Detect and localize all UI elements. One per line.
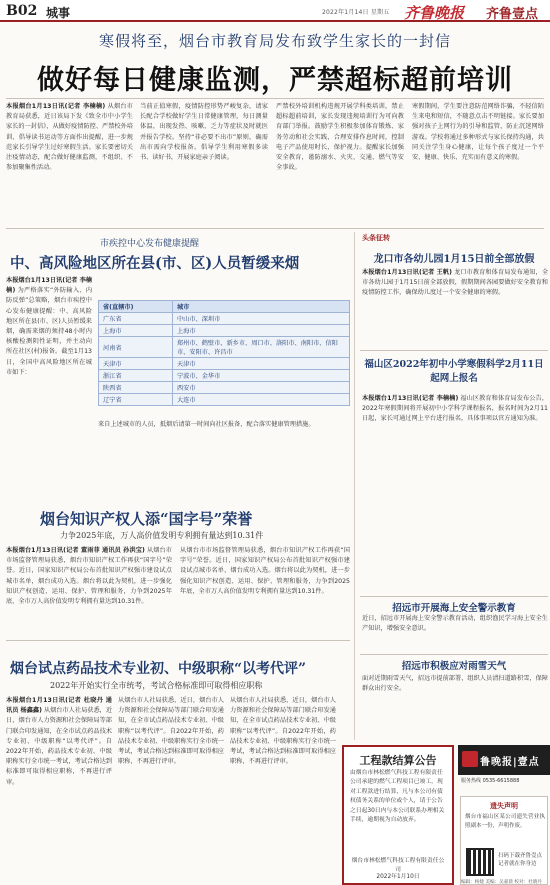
patent-text-2: 从烟台市市场监督管理局获悉，烟台市知识产权工作再获“国字号”荣誉。近日，国家知识产权局公布首批知识产权强市建设试点城市名单，烟台成功入选。烟台将以此为契机，进一步强化知识产权创造、运用、保护、管理和服务，力争到2025年底，全市万人高价值发明专利拥有量达到10.31件。 bbox=[180, 547, 350, 595]
pharma-headline: 烟台试点药品技术专业初、中级职称“以考代评” bbox=[10, 661, 307, 677]
table-row bbox=[99, 370, 350, 382]
risk-after-text: 来自上述城市的人员，抵烟后请第一时间向社区报备，配合落实健康管理措施。 bbox=[98, 421, 315, 428]
divider bbox=[6, 228, 544, 229]
side2-headline: 福山区2022年初中小学寒假科学2月11日起网上报名 bbox=[364, 359, 544, 384]
brand-banner-title: 鲁晚报|壹点 bbox=[480, 757, 540, 768]
table-cell: 西安市 bbox=[173, 382, 350, 394]
issue-date: 2022年1月14日 星期五 bbox=[322, 9, 390, 16]
divider bbox=[6, 98, 544, 99]
lead-byline: 本报烟台1月13日讯(记者 李楠楠) bbox=[6, 103, 106, 110]
patent-subheadline: 力争2025年底，万人高价值发明专利拥有量达到10.31件 bbox=[60, 531, 264, 540]
table-row bbox=[99, 382, 350, 394]
side1-byline: 本报烟台1月13日讯(记者 王帆) bbox=[362, 269, 452, 276]
risk-headline: 中、高风险地区所在县(市、区)人员暂缓来烟 bbox=[10, 255, 300, 272]
patent-byline: 本报烟台1月13日讯(记者 董雨菲 通讯员 孙洪宝) bbox=[6, 547, 145, 554]
table-row bbox=[99, 313, 350, 325]
app-logo: 齐鲁壹点 bbox=[486, 7, 539, 22]
pharma-column-3 bbox=[230, 696, 336, 876]
risk-column-1 bbox=[6, 276, 92, 438]
patent-text: 从烟台市市场监督管理局获悉，烟台市知识产权工作再获“国字号”荣誉。近日，国家知识产权局公布首批知识产权强市建设试点城市名单，烟台成功入选。烟台将以此为契机，进一步强化知识产权创造、运用、保护、管理和服务，力争到2025年底，全市万人高价值发明专利拥有量达到10.31件。 bbox=[6, 547, 172, 606]
table-row bbox=[99, 337, 350, 358]
ad-body: 由烟台市林松燃气科技工程有限责任公司承建的燃气工程项目已竣工，现对工程款进行结算，凡与本公司有债权债务关系的单位或个人，请于公告之日起30日内与本公司联系办理相关手续，逾期视为自动放弃。 bbox=[350, 770, 445, 824]
column-separator bbox=[354, 232, 355, 740]
lead-column-2 bbox=[140, 102, 268, 224]
divider bbox=[6, 640, 350, 641]
lead-column-3 bbox=[276, 102, 404, 224]
newspaper-logo: 齐鲁晚报 bbox=[404, 4, 465, 22]
table-cell: 浙江省 bbox=[99, 370, 173, 382]
side1-text: 龙口市教育和体育局发布通知，全市各幼儿园于1月15日前全部放假，假期期间各园要做好安全教育和疫情防控工作，确保幼儿度过一个安全健康的寒假。 bbox=[362, 269, 548, 297]
pharma-subheadline: 2022年开始实行全市统考，考试合格标准即可取得相应职称 bbox=[50, 681, 263, 690]
table-cell: 上海市 bbox=[173, 325, 350, 337]
ad-signature: 烟台市林松燃气科技工程有限责任公司 bbox=[351, 858, 445, 873]
section-name: 城事 bbox=[46, 6, 71, 20]
side4-text: 面对近期雨雪天气，招远市提前部署，组织人员清扫道路积雪，保障群众出行安全。 bbox=[362, 675, 548, 693]
divider bbox=[360, 654, 548, 655]
lead-column-1 bbox=[6, 102, 133, 224]
side2-body bbox=[362, 394, 548, 486]
notice-title: 遗失声明 bbox=[490, 802, 518, 810]
pharma-byline: 本报烟台1月13日讯(记者 杜晓丹 通讯员 杨鑫鑫) bbox=[6, 697, 112, 715]
table-cell: 上海市 bbox=[99, 325, 173, 337]
table-cell: 大连市 bbox=[173, 394, 350, 406]
section-tag: 头条征转 bbox=[362, 234, 390, 242]
settlement-notice-ad bbox=[342, 745, 454, 885]
brand-logo-icon bbox=[462, 751, 478, 767]
lead-text-2: 当前正值寒假，疫情防控形势严峻复杂，请家长配合学校做好学生日常健康管理，每日测量体温，出现发热、咳嗽、乏力等症状及时就医并报告学校。坚持“非必要不出市”原则，确需出市需向学校报备。倡导学生利用寒假多读书、读好书，开展家庭亲子阅读。 bbox=[140, 103, 268, 162]
table-cell: 河南省 bbox=[99, 337, 173, 358]
patent-headline: 烟台知识产权人添“国字号”荣誉 bbox=[40, 510, 253, 528]
page-footer: 编辑：杨婕 美编：吴嘉晨 校对：杜晓丹 bbox=[460, 880, 542, 885]
table-cell: 陕西省 bbox=[99, 382, 173, 394]
side1-body bbox=[362, 268, 548, 324]
divider bbox=[360, 596, 548, 597]
side3-body bbox=[362, 614, 548, 648]
table-cell: 郑州市、鹤壁市、新乡市、周口市、洛阳市、南阳市、信阳市、安阳市、许昌市 bbox=[173, 337, 350, 358]
lead-column-4 bbox=[412, 102, 544, 224]
divider bbox=[360, 350, 548, 351]
patent-column-1 bbox=[6, 546, 172, 634]
risk-subheadline: 市疾控中心发布健康提醒 bbox=[100, 239, 200, 249]
table-cell: 天津市 bbox=[173, 358, 350, 370]
table-row bbox=[99, 394, 350, 406]
brand-banner bbox=[458, 745, 550, 775]
lead-text-1: 从烟台市教育局获悉，近日该局下发《致全市中小学生家长的一封信》，从做好疫情防控、严禁校外培训、倡导读书运动等方面作出提醒，进一步规范家长引导学生过好寒假生活。家长要密切关注疫情动态，配合做好健康监测，不组织、不参加聚集性活动。 bbox=[6, 103, 133, 172]
pharma-column-2 bbox=[118, 696, 224, 876]
pharma-text: 从烟台市人社局获悉，近日，烟台市人力资源和社会保障局等部门联合印发通知，在全市试点药品技术专业初、中级职称“以考代评”。自2022年开始，药品技术专业初、中级职称实行全市统一考试，考试合格达到标准即可取得相应职称，不再进行评审。 bbox=[6, 707, 112, 786]
side2-byline: 本报烟台1月13日讯(记者 李楠楠) bbox=[362, 395, 459, 402]
risk-area-table bbox=[98, 300, 350, 406]
side2-text: 福山区教育和体育局发布公告，2022年寒假期间将开展初中小学科学课程报名，报名时间为2月11日起，家长可通过网上平台进行报名，具体事项以官方通知为准。 bbox=[362, 395, 548, 423]
risk-text: 为严格落实“外防输入、内防反弹”总策略，烟台市疾控中心发布健康提醒：中、高风险地区所在县(市、区)人员暂缓来烟，确需来烟的须持48小时内核酸检测阴性证明，并主动向所在社区(村)报备。截至1月13日，全国中高风险地区所在城市如下： bbox=[6, 287, 92, 376]
table-cell: 天津市 bbox=[99, 358, 173, 370]
table-row bbox=[99, 358, 350, 370]
masthead bbox=[0, 0, 550, 22]
ad-title: 工程款结算公告 bbox=[359, 754, 437, 767]
side1-headline: 龙口市各幼儿园1月15日前全部放假 bbox=[373, 254, 535, 265]
table-cell: 辽宁省 bbox=[99, 394, 173, 406]
risk-after-table bbox=[98, 420, 350, 442]
lead-text-4: 寒假期间，学生要注意防范网络诈骗，不轻信陌生来电和短信，不随意点击不明链接。家长要加强对孩子上网行为的引导和监管，防止沉迷网络游戏。学校将通过多种形式与家长保持沟通，共同关注学生身心健康，让每个孩子度过一个平安、健康、快乐、充实而有意义的寒假。 bbox=[412, 103, 544, 162]
pharma-column-1 bbox=[6, 696, 112, 876]
lead-subheadline: 寒假将至，烟台市教育局发布致学生家长的一封信 bbox=[98, 32, 451, 50]
table-cell: 广东省 bbox=[99, 313, 173, 325]
lead-text-3: 严禁校外培训机构违规开展学科类培训，禁止超标超前培训，家长发现违规培训行为可向教育部门举报。鼓励学生积极参加体育锻炼、家务劳动和社会实践，合理安排作息时间，控制电子产品使用时长，保护视力。提醒家长加强安全教育，谨防溺水、火灾、交通、燃气等安全事故。 bbox=[276, 103, 404, 172]
page-number: B02 bbox=[6, 3, 38, 19]
patent-column-2 bbox=[180, 546, 350, 634]
side4-headline: 招远市积极应对雨雪天气 bbox=[401, 661, 507, 672]
table-header-province: 省(直辖市) bbox=[99, 301, 173, 313]
table-cell: 中山市、深圳市 bbox=[173, 313, 350, 325]
table-header-city: 城市 bbox=[173, 301, 350, 313]
side3-headline: 招远市开展海上安全警示教育 bbox=[392, 603, 516, 614]
side3-text: 近日，招远市开展海上安全警示教育活动，组织渔民学习海上安全生产知识，增强安全意识。 bbox=[362, 615, 548, 633]
side4-body bbox=[362, 674, 548, 734]
risk-byline: 本报烟台1月13日讯(记者 李楠楠) bbox=[6, 277, 92, 295]
pharma-text-2: 从烟台市人社局获悉，近日，烟台市人力资源和社会保障局等部门联合印发通知，在全市试点药品技术专业初、中级职称“以考代评”。自2022年开始，药品技术专业初、中级职称实行全市统一考试，考试合格达到标准即可取得相应职称，不再进行评审。 bbox=[118, 697, 224, 766]
qr-code-icon[interactable] bbox=[466, 848, 494, 876]
ad-date: 2022年1月10日 bbox=[376, 874, 420, 880]
notice-body: 烟台市福山区某公司遗失营业执照副本一份，声明作废。 bbox=[465, 814, 545, 829]
pharma-text-3: 从烟台市人社局获悉，近日，烟台市人力资源和社会保障局等部门联合印发通知，在全市试点药品技术专业初、中级职称“以考代评”。自2022年开始，药品技术专业初、中级职称实行全市统一考试，考试合格达到标准即可取得相应职称，不再进行评审。 bbox=[230, 697, 336, 766]
lead-headline: 做好每日健康监测，严禁超标超前培训 bbox=[37, 65, 513, 96]
qr-label: 扫码下载齐鲁壹点 记者就在你身边 bbox=[498, 853, 543, 867]
table-cell: 宁波市、金华市 bbox=[173, 370, 350, 382]
brand-hotline: 服务热线 0535-6615888 bbox=[461, 778, 520, 784]
table-row bbox=[99, 325, 350, 337]
